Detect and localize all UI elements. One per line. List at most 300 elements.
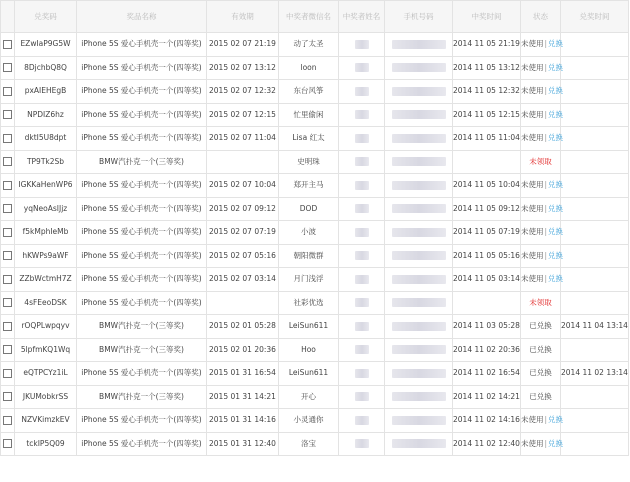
table-row (1, 150, 629, 174)
masked-phone (392, 345, 446, 354)
cell-code: 4sFEeoDSK (15, 291, 77, 315)
cell-wechat: 社彩优选 (279, 291, 339, 315)
cell-expiry: 2015 02 07 07:19 (207, 221, 279, 245)
cell-win-time: 2014 11 02 20:36 (453, 338, 521, 362)
header-status[interactable]: 状态 (521, 1, 561, 33)
cell-status (521, 315, 561, 339)
status-text: 未使用 (521, 133, 544, 143)
cell-phone (385, 80, 453, 104)
table-row (1, 362, 629, 386)
cell-status (521, 338, 561, 362)
redeem-link[interactable]: 兑换 (548, 415, 564, 425)
header-expiry[interactable]: 有效期 (207, 1, 279, 33)
row-checkbox[interactable] (3, 228, 12, 237)
cell-name (339, 174, 385, 198)
table-row (1, 338, 629, 362)
cell-redeem-time (561, 103, 629, 127)
cell-redeem-time (561, 33, 629, 57)
cell-name (339, 385, 385, 409)
redeem-link[interactable]: 兑换 (548, 203, 564, 213)
redeem-link[interactable]: 兑换 (548, 86, 564, 96)
status-text: 已兑换 (529, 391, 552, 401)
cell-status (521, 221, 564, 245)
cell-phone (385, 338, 453, 362)
header-phone[interactable]: 手机号码 (385, 1, 453, 33)
table-body (1, 33, 629, 456)
status-separator: | (544, 180, 548, 190)
cell-expiry: 2015 01 31 14:21 (207, 385, 279, 409)
status-text: 未使用 (521, 39, 544, 49)
cell-prize: BMW汽扑克一个(三等奖) (77, 338, 207, 362)
status-separator: | (544, 438, 548, 448)
row-checkbox-cell (1, 385, 15, 409)
cell-expiry: 2015 02 07 05:16 (207, 244, 279, 268)
table-row (1, 103, 629, 127)
status-separator: | (544, 415, 548, 425)
masked-phone (392, 110, 446, 119)
cell-phone (385, 221, 453, 245)
masked-name (355, 275, 369, 284)
cell-wechat: 小波 (279, 221, 339, 245)
redeem-link[interactable]: 兑换 (548, 227, 564, 237)
cell-name (339, 103, 385, 127)
cell-name (339, 291, 385, 315)
status-text: 已兑换 (529, 321, 552, 331)
cell-redeem-time: 2014 11 02 13:14 (561, 362, 629, 386)
cell-redeem-time (561, 385, 629, 409)
cell-redeem-time: 2014 11 04 13:14 (561, 315, 629, 339)
cell-code: tckIP5Q09 (15, 432, 77, 456)
masked-phone (392, 392, 446, 401)
cell-expiry: 2015 02 07 12:15 (207, 103, 279, 127)
cell-phone (385, 291, 453, 315)
cell-name (339, 315, 385, 339)
cell-redeem-time (561, 291, 629, 315)
masked-phone (392, 228, 446, 237)
cell-prize: iPhone 5S 爱心手机壳一个(四等奖) (77, 103, 207, 127)
masked-name (355, 228, 369, 237)
status-text: 未使用 (521, 274, 544, 284)
cell-code: JKUMobkrSS (15, 385, 77, 409)
cell-code: NZVKimzkEV (15, 409, 77, 433)
row-checkbox[interactable] (3, 157, 12, 166)
row-checkbox-cell (1, 432, 15, 456)
cell-redeem-time (561, 127, 629, 151)
row-checkbox-cell (1, 197, 15, 221)
cell-win-time: 2014 11 05 10:04 (453, 174, 521, 198)
cell-redeem-time (561, 174, 629, 198)
cell-prize: iPhone 5S 爱心手机壳一个(四等奖) (77, 221, 207, 245)
masked-phone (392, 275, 446, 284)
row-checkbox-cell (1, 362, 15, 386)
cell-expiry: 2015 02 07 09:12 (207, 197, 279, 221)
masked-name (355, 392, 369, 401)
cell-win-time: 2014 11 03 05:28 (453, 315, 521, 339)
cell-win-time: 2014 11 05 13:12 (453, 56, 521, 80)
masked-name (355, 110, 369, 119)
cell-status (521, 409, 564, 433)
cell-wechat: Hoo (279, 338, 339, 362)
row-checkbox[interactable] (3, 392, 12, 401)
masked-phone (392, 63, 446, 72)
cell-code: f5kMphIeMb (15, 221, 77, 245)
masked-phone (392, 87, 446, 96)
cell-wechat: 动了太圣 (279, 33, 339, 57)
table-row (1, 127, 629, 151)
cell-prize: iPhone 5S 爱心手机壳一个(四等奖) (77, 362, 207, 386)
row-checkbox[interactable] (3, 369, 12, 378)
cell-prize: iPhone 5S 爱心手机壳一个(四等奖) (77, 197, 207, 221)
row-checkbox[interactable] (3, 40, 12, 49)
masked-name (355, 322, 369, 331)
cell-wechat: 忙里偷闲 (279, 103, 339, 127)
cell-wechat: 开心 (279, 385, 339, 409)
cell-name (339, 244, 385, 268)
cell-expiry: 2015 02 07 10:04 (207, 174, 279, 198)
cell-name (339, 432, 385, 456)
cell-status (521, 244, 564, 268)
status-text: 未领取 (529, 297, 552, 307)
status-text: 未领取 (529, 156, 552, 166)
table-row (1, 291, 629, 315)
cell-wechat: 朝阳微群 (279, 244, 339, 268)
cell-wechat: 郑开主马 (279, 174, 339, 198)
status-text: 未使用 (521, 415, 544, 425)
masked-phone (392, 322, 446, 331)
header-checkbox-cell (1, 1, 15, 33)
status-separator: | (544, 62, 548, 72)
cell-status (521, 362, 561, 386)
cell-win-time: 2014 11 05 21:19 (453, 33, 521, 57)
masked-phone (392, 369, 446, 378)
cell-phone (385, 409, 453, 433)
cell-code: 5lpfmKQ1Wq (15, 338, 77, 362)
cell-prize: iPhone 5S 爱心手机壳一个(四等奖) (77, 291, 207, 315)
masked-name (355, 63, 369, 72)
cell-wechat: 小灵通你 (279, 409, 339, 433)
cell-prize: iPhone 5S 爱心手机壳一个(四等奖) (77, 244, 207, 268)
cell-win-time: 2014 11 05 12:32 (453, 80, 521, 104)
cell-win-time (453, 291, 521, 315)
row-checkbox-cell (1, 103, 15, 127)
cell-status (521, 291, 561, 315)
cell-status (521, 432, 564, 456)
masked-name (355, 251, 369, 260)
row-checkbox-cell (1, 221, 15, 245)
table-row (1, 80, 629, 104)
cell-wechat: 史明珠 (279, 150, 339, 174)
status-text: 未使用 (521, 227, 544, 237)
status-text: 未使用 (521, 86, 544, 96)
cell-name (339, 221, 385, 245)
cell-win-time: 2014 11 05 07:19 (453, 221, 521, 245)
masked-name (355, 345, 369, 354)
cell-expiry: 2015 02 01 05:28 (207, 315, 279, 339)
cell-prize: iPhone 5S 爱心手机壳一个(四等奖) (77, 33, 207, 57)
status-separator: | (544, 39, 548, 49)
cell-phone (385, 197, 453, 221)
masked-phone (392, 416, 446, 425)
table-row (1, 385, 629, 409)
cell-name (339, 338, 385, 362)
redeem-link[interactable]: 兑换 (548, 109, 564, 119)
row-checkbox-cell (1, 174, 15, 198)
table-row (1, 56, 629, 80)
cell-name (339, 362, 385, 386)
cell-phone (385, 33, 453, 57)
header-wechat[interactable]: 中奖者微信名 (279, 1, 339, 33)
row-checkbox[interactable] (3, 87, 12, 96)
table-row (1, 315, 629, 339)
cell-win-time: 2014 11 05 03:14 (453, 268, 521, 292)
cell-code: rOQPLwpqyv (15, 315, 77, 339)
status-separator: | (544, 227, 548, 237)
cell-phone (385, 432, 453, 456)
cell-expiry (207, 150, 279, 174)
cell-expiry: 2015 01 31 14:16 (207, 409, 279, 433)
cell-expiry: 2015 02 07 21:19 (207, 33, 279, 57)
cell-phone (385, 103, 453, 127)
cell-win-time: 2014 11 02 12:40 (453, 432, 521, 456)
header-win-time[interactable]: 中奖时间 (453, 1, 521, 33)
cell-expiry: 2015 02 07 11:04 (207, 127, 279, 151)
cell-prize: iPhone 5S 爱心手机壳一个(四等奖) (77, 409, 207, 433)
cell-status (521, 56, 564, 80)
cell-prize: iPhone 5S 爱心手机壳一个(四等奖) (77, 80, 207, 104)
cell-phone (385, 362, 453, 386)
status-text: 已兑换 (529, 344, 552, 354)
cell-win-time: 2014 11 05 05:16 (453, 244, 521, 268)
cell-prize: iPhone 5S 爱心手机壳一个(四等奖) (77, 268, 207, 292)
masked-phone (392, 204, 446, 213)
cell-expiry: 2015 02 01 20:36 (207, 338, 279, 362)
row-checkbox[interactable] (3, 134, 12, 143)
cell-name (339, 80, 385, 104)
cell-win-time: 2014 11 02 14:16 (453, 409, 521, 433)
cell-code: eQTPCYz1iL (15, 362, 77, 386)
status-text: 未使用 (521, 438, 544, 448)
cell-wechat: 东台风筝 (279, 80, 339, 104)
row-checkbox-cell (1, 315, 15, 339)
table-row (1, 197, 629, 221)
status-text: 未使用 (521, 180, 544, 190)
masked-phone (392, 134, 446, 143)
cell-name (339, 150, 385, 174)
cell-wechat: DOD (279, 197, 339, 221)
cell-name (339, 127, 385, 151)
cell-phone (385, 268, 453, 292)
cell-status (521, 197, 564, 221)
row-checkbox[interactable] (3, 110, 12, 119)
cell-status (521, 174, 564, 198)
masked-name (355, 298, 369, 307)
cell-wechat: LeiSun611 (279, 315, 339, 339)
cell-code: ZZbWctmH7Z (15, 268, 77, 292)
cell-code: NPDIZ6hz (15, 103, 77, 127)
cell-code: EZwIaP9G5W (15, 33, 77, 57)
row-checkbox-cell (1, 338, 15, 362)
status-text: 未使用 (521, 62, 544, 72)
row-checkbox-cell (1, 56, 15, 80)
cell-win-time: 2014 11 05 12:15 (453, 103, 521, 127)
cell-status (521, 103, 564, 127)
cell-phone (385, 315, 453, 339)
masked-name (355, 181, 369, 190)
row-checkbox[interactable] (3, 416, 12, 425)
cell-expiry: 2015 01 31 16:54 (207, 362, 279, 386)
status-separator: | (544, 274, 548, 284)
header-redeem-time[interactable]: 兑奖时间 (561, 1, 629, 33)
table-row (1, 409, 629, 433)
cell-win-time (453, 150, 521, 174)
cell-prize: BMW汽扑克一个(三等奖) (77, 150, 207, 174)
row-checkbox-cell (1, 127, 15, 151)
masked-name (355, 134, 369, 143)
row-checkbox-cell (1, 291, 15, 315)
cell-status (521, 80, 564, 104)
status-separator: | (544, 250, 548, 260)
table-row (1, 244, 629, 268)
redeem-link[interactable]: 兑换 (548, 250, 564, 260)
cell-phone (385, 385, 453, 409)
cell-status (521, 150, 561, 174)
table-header-row (1, 1, 629, 33)
cell-name (339, 268, 385, 292)
status-separator: | (544, 109, 548, 119)
cell-status (521, 127, 564, 151)
row-checkbox[interactable] (3, 345, 12, 354)
row-checkbox-cell (1, 80, 15, 104)
cell-name (339, 56, 385, 80)
row-checkbox-cell (1, 244, 15, 268)
cell-code: TP9Tk2Sb (15, 150, 77, 174)
cell-prize: iPhone 5S 爱心手机壳一个(四等奖) (77, 127, 207, 151)
cell-prize: BMW汽扑克一个(三等奖) (77, 385, 207, 409)
cell-prize: iPhone 5S 爱心手机壳一个(四等奖) (77, 56, 207, 80)
row-checkbox-cell (1, 33, 15, 57)
header-code[interactable]: 兑奖码 (15, 1, 77, 33)
cell-win-time: 2014 11 02 14:21 (453, 385, 521, 409)
cell-wechat: 洛宝 (279, 432, 339, 456)
row-checkbox-cell (1, 150, 15, 174)
redeem-link[interactable]: 兑换 (548, 62, 564, 72)
masked-phone (392, 439, 446, 448)
masked-phone (392, 251, 446, 260)
redeem-link[interactable]: 兑换 (548, 133, 564, 143)
cell-redeem-time (561, 80, 629, 104)
cell-win-time: 2014 11 05 09:12 (453, 197, 521, 221)
row-checkbox[interactable] (3, 275, 12, 284)
cell-code: 8DjchbQ8Q (15, 56, 77, 80)
masked-name (355, 87, 369, 96)
cell-code: yqNeoAsIJjz (15, 197, 77, 221)
row-checkbox[interactable] (3, 298, 12, 307)
table-row (1, 432, 629, 456)
row-checkbox[interactable] (3, 251, 12, 260)
cell-wechat: loon (279, 56, 339, 80)
cell-name (339, 409, 385, 433)
cell-prize: BMW汽扑克一个(三等奖) (77, 315, 207, 339)
table-row (1, 268, 629, 292)
cell-expiry (207, 291, 279, 315)
row-checkbox[interactable] (3, 439, 12, 448)
header-name[interactable]: 中奖者姓名 (339, 1, 385, 33)
table-row (1, 174, 629, 198)
cell-status (521, 385, 561, 409)
cell-status (521, 33, 564, 57)
cell-redeem-time (561, 221, 629, 245)
cell-redeem-time (561, 150, 629, 174)
masked-name (355, 40, 369, 49)
cell-redeem-time (561, 56, 629, 80)
cell-phone (385, 127, 453, 151)
status-separator: | (544, 203, 548, 213)
masked-name (355, 204, 369, 213)
cell-redeem-time (561, 409, 629, 433)
redeem-link[interactable]: 兑换 (548, 180, 564, 190)
cell-prize: iPhone 5S 爱心手机壳一个(四等奖) (77, 174, 207, 198)
row-checkbox[interactable] (3, 181, 12, 190)
row-checkbox[interactable] (3, 63, 12, 72)
header-prize[interactable]: 奖品名称 (77, 1, 207, 33)
masked-phone (392, 40, 446, 49)
cell-redeem-time (561, 197, 629, 221)
cell-phone (385, 244, 453, 268)
cell-phone (385, 174, 453, 198)
status-separator: | (544, 86, 548, 96)
cell-name (339, 197, 385, 221)
table-row (1, 33, 629, 57)
masked-phone (392, 181, 446, 190)
redeem-link[interactable]: 兑换 (548, 39, 564, 49)
status-text: 未使用 (521, 203, 544, 213)
row-checkbox[interactable] (3, 204, 12, 213)
cell-wechat: 月门浅浮 (279, 268, 339, 292)
status-separator: | (544, 133, 548, 143)
masked-name (355, 439, 369, 448)
cell-phone (385, 56, 453, 80)
row-checkbox-cell (1, 268, 15, 292)
cell-name (339, 33, 385, 57)
cell-wechat: LeiSun611 (279, 362, 339, 386)
cell-expiry: 2015 02 07 03:14 (207, 268, 279, 292)
cell-prize: iPhone 5S 爱心手机壳一个(四等奖) (77, 432, 207, 456)
masked-phone (392, 298, 446, 307)
status-text: 已兑换 (529, 368, 552, 378)
cell-status (521, 268, 564, 292)
cell-redeem-time (561, 432, 629, 456)
cell-redeem-time (561, 244, 629, 268)
row-checkbox-cell (1, 409, 15, 433)
cell-redeem-time (561, 338, 629, 362)
row-checkbox[interactable] (3, 322, 12, 331)
cell-expiry: 2015 01 31 12:40 (207, 432, 279, 456)
masked-name (355, 369, 369, 378)
cell-phone (385, 150, 453, 174)
cell-win-time: 2014 11 05 11:04 (453, 127, 521, 151)
cell-expiry: 2015 02 07 13:12 (207, 56, 279, 80)
cell-redeem-time (561, 268, 629, 292)
cell-code: hKWPs9aWF (15, 244, 77, 268)
redeem-link[interactable]: 兑换 (548, 274, 564, 284)
cell-code: IGKKaHenWP6 (15, 174, 77, 198)
status-text: 未使用 (521, 109, 544, 119)
table-row (1, 221, 629, 245)
cell-expiry: 2015 02 07 12:32 (207, 80, 279, 104)
masked-phone (392, 157, 446, 166)
redeem-link[interactable]: 兑换 (548, 438, 564, 448)
masked-name (355, 157, 369, 166)
